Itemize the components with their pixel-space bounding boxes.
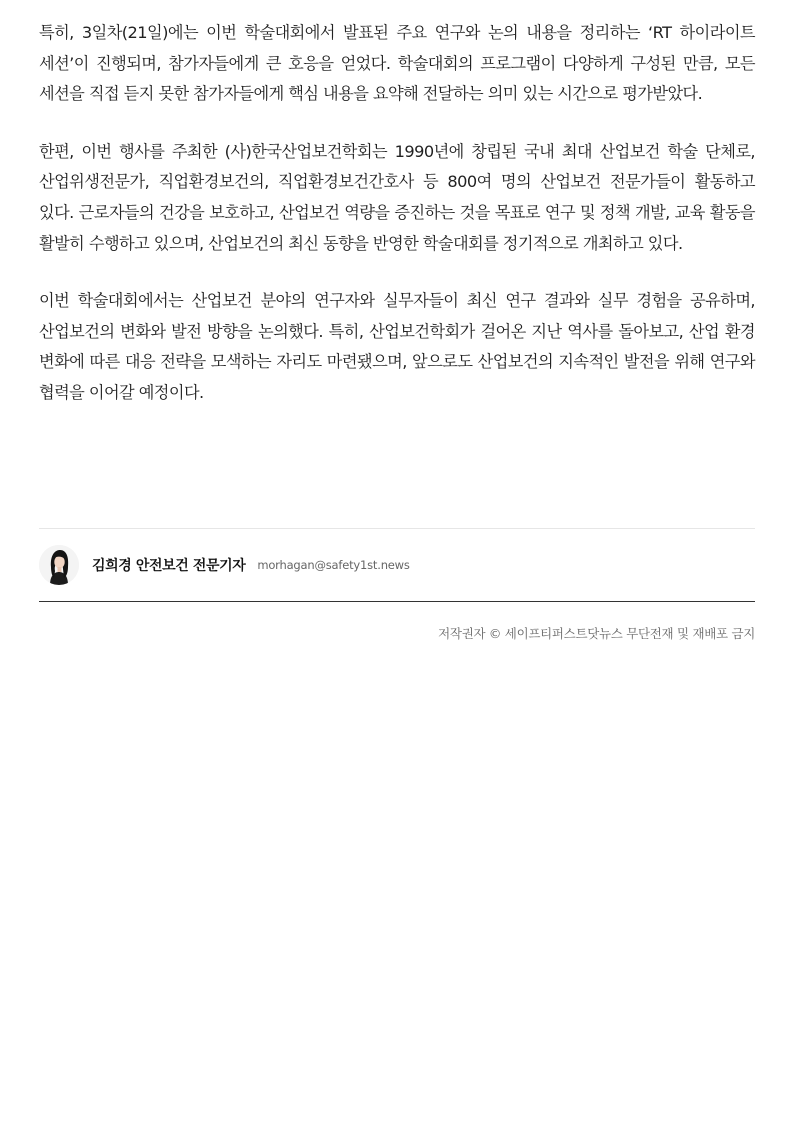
reporter-email[interactable]: morhagan@safety1st.news: [257, 558, 410, 572]
reporter-byline: [39, 544, 410, 586]
article-paragraph-2: 한편, 이번 행사를 주최한 (사)한국산업보건학회는 1990년에 창립된 국내 최대 산업보건 학술 단체로, 산업위생전문가, 직업환경보건의, 직업환경보건간호사 등 800여 명의 산업보건 전문가들이 활동하고 있다. 근로자들의 건강을 보호하고, 산업보건 역량을 증진하는 것을 목표로 연구 및 정책 개발, 교육 활동을 활발히 수행하고 있으며, 산업보건의 최신 동향을 반영한 학술대회를 정기적으로 개최하고 있다.: [39, 141, 755, 253]
reporter-photo-icon: [39, 545, 79, 585]
article-body: [39, 18, 755, 436]
byline-bottom-divider: [39, 601, 755, 602]
article-paragraph-1: 특히, 3일차(21일)에는 이번 학술대회에서 발표된 주요 연구와 논의 내용을 정리하는 ‘RT 하이라이트 세션’이 진행되며, 참가자들에게 큰 호응을 얻었다. 학술대회의 프로그램이 다양하게 구성된 만큼, 모든 세션을 직접 듣지 못한 참가자들에게 핵심 내용을 요약해 전달하는 의미 있는 시간으로 평가받았다.: [39, 23, 755, 104]
reporter-name[interactable]: 김희경 안전보건 전문기자: [92, 558, 246, 574]
article-paragraph-3: 이번 학술대회에서는 산업보건 분야의 연구자와 실무자들이 최신 연구 결과와 실무 경험을 공유하며, 산업보건의 변화와 발전 방향을 논의했다. 특히, 산업보건학회가 걸어온 지난 역사를 돌아보고, 산업 환경 변화에 따른 대응 전략을 모색하는 자리도 마련됐으며, 앞으로도 산업보건의 지속적인 발전을 위해 연구와 협력을 이어갈 예정이다.: [39, 291, 755, 402]
byline-top-divider: [39, 528, 755, 529]
copyright-notice: 저작권자 © 세이프티퍼스트닷뉴스 무단전재 및 재배포 금지: [438, 626, 755, 641]
reporter-avatar[interactable]: [39, 545, 79, 585]
